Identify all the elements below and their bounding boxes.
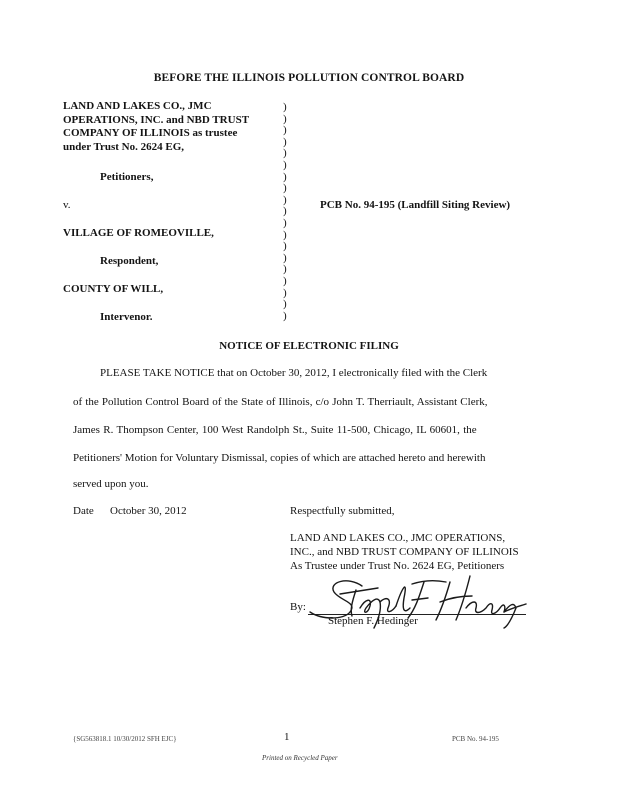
- versus-label: v.: [63, 199, 71, 211]
- paren: ): [283, 124, 287, 137]
- petitioner-line: OPERATIONS, INC. and NBD TRUST: [63, 113, 250, 126]
- page-title: BEFORE THE ILLINOIS POLLUTION CONTROL BOARD: [153, 72, 465, 84]
- paren: ): [283, 193, 287, 206]
- paren: ): [283, 158, 287, 171]
- respectfully-submitted: Respectfully submitted,: [290, 505, 395, 517]
- paren: ): [283, 147, 287, 160]
- petitioner-line: under Trust No. 2624 EG,: [63, 140, 185, 153]
- respondent-role: Respondent,: [100, 255, 159, 267]
- petitioner-line: LAND AND LAKES CO., JMC: [63, 100, 212, 112]
- notice-line: of the Pollution Control Board of the State of Illinois, c/o John T. Therriault, Assistant Clerk,: [73, 396, 488, 408]
- by-label: By:: [290, 601, 306, 613]
- paren: ): [283, 205, 287, 218]
- paren: ): [283, 135, 287, 148]
- caption-parens: [283, 102, 287, 322]
- paren: ): [283, 286, 287, 299]
- notice-heading: NOTICE OF ELECTRONIC FILING: [219, 340, 399, 352]
- paren: ): [283, 216, 287, 229]
- party-line: LAND AND LAKES CO., JMC OPERATIONS,: [290, 532, 506, 544]
- party-line: INC., and NBD TRUST COMPANY OF ILLINOIS: [290, 546, 519, 558]
- intervenor-name: COUNTY OF WILL,: [63, 283, 164, 295]
- footer-case-number: PCB No. 94-195: [452, 735, 499, 743]
- paren: ): [283, 101, 287, 113]
- paren: ): [283, 240, 287, 253]
- notice-line: PLEASE TAKE NOTICE that on October 30, 2012, I electronically filed with the Clerk: [100, 367, 488, 379]
- paren: ): [283, 298, 287, 311]
- petitioners-role: Petitioners,: [100, 171, 154, 183]
- intervenor-role: Intervenor.: [100, 311, 153, 323]
- paren: ): [283, 170, 287, 183]
- notice-line: Petitioners' Motion for Voluntary Dismissal, copies of which are attached hereto and herewith: [73, 452, 486, 464]
- handwritten-signature: [300, 568, 530, 630]
- petitioner-name: [63, 100, 249, 154]
- paren: ): [283, 263, 287, 276]
- respondent-name: VILLAGE OF ROMEOVILLE,: [63, 227, 214, 239]
- petitioner-line: COMPANY OF ILLINOIS as trustee: [63, 127, 238, 139]
- page-number: 1: [284, 731, 290, 743]
- signer-name: Stephen F. Hedinger: [328, 615, 418, 627]
- paren: ): [283, 309, 287, 322]
- paren: ): [283, 182, 287, 195]
- date-label: Date: [73, 505, 94, 517]
- case-number: PCB No. 94-195 (Landfill Siting Review): [320, 199, 511, 211]
- paren: ): [283, 112, 287, 125]
- recycled-paper-note: Printed on Recycled Paper: [262, 754, 338, 762]
- paren: ): [283, 228, 287, 241]
- notice-line: James R. Thompson Center, 100 West Randolph St., Suite 11-500, Chicago, IL 60601, the: [73, 424, 477, 436]
- paren: ): [283, 251, 287, 264]
- party-line: As Trustee under Trust No. 2624 EG, Petitioners: [290, 560, 505, 572]
- footer-document-id: {SG563818.1 10/30/2012 SFH EJC}: [73, 735, 177, 743]
- paren: ): [283, 274, 287, 287]
- notice-line: served upon you.: [73, 478, 149, 490]
- date-value: October 30, 2012: [110, 505, 187, 517]
